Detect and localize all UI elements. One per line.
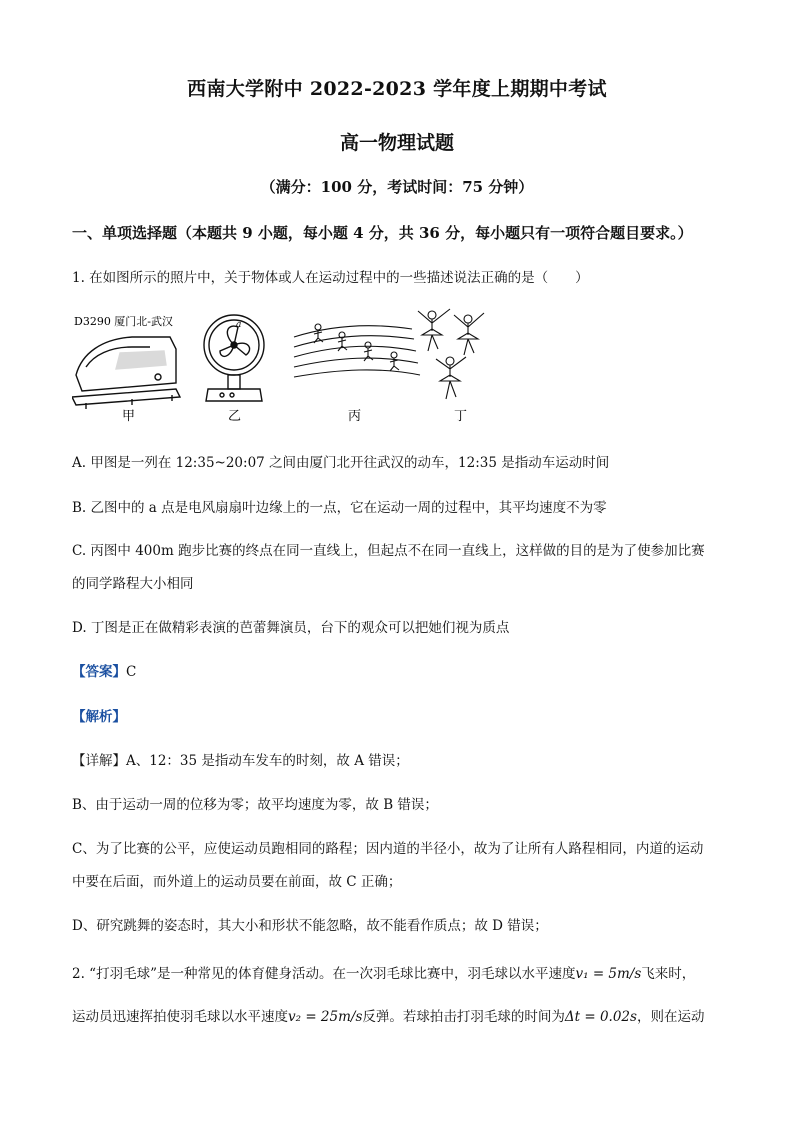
exam-title: 西南大学附中 2022-2023 学年度上期期中考试 <box>187 78 607 100</box>
train-caption: D3290 厦门北-武汉 <box>74 315 174 328</box>
figure-label-bing: 丙 <box>348 409 362 424</box>
answer-line <box>72 660 136 680</box>
q2-text-2c: ，则在运动 <box>636 1009 705 1025</box>
figure-label-jia: 甲 <box>122 409 136 424</box>
figure-label-ding: 丁 <box>454 409 468 424</box>
train-illustration <box>72 337 180 409</box>
question-2-line2 <box>72 1005 704 1025</box>
detail-tag: 【详解】 <box>72 753 126 769</box>
option-a: A. 甲图是一列在 12:35~20:07 之间由厦门北开往武汉的动车，12:35 是指动车运动时间 <box>72 455 610 471</box>
exam-subtitle: 高一物理试题 <box>339 132 454 154</box>
detail-d: D、研究跳舞的姿态时，其大小和形状不能忽略，故不能看作质点；故 D 错误； <box>72 918 548 934</box>
fan-point-a: a <box>236 320 242 330</box>
option-c-line2: 的同学路程大小相同 <box>72 576 194 592</box>
q2-v1: v₁ = 5m/s <box>575 966 642 982</box>
detail-a-line <box>72 749 409 769</box>
option-d: D. 丁图是正在做精彩表演的芭蕾舞演员，台下的观众可以把她们视为质点 <box>72 620 510 636</box>
q2-text-1b: 飞来时， <box>641 966 696 982</box>
question-1-figure <box>72 305 502 425</box>
detail-c-line2: 中要在后面，而外道上的运动员要在前面，故 C 正确； <box>72 874 402 890</box>
q2-text-1a: 2. “打羽毛球”是一种常见的体育健身活动。在一次羽毛球比赛中，羽毛球以水平速度 <box>72 966 576 982</box>
question-2-line1 <box>72 962 695 982</box>
q2-text-2a: 运动员迅速挥拍使羽毛球以水平速度 <box>72 1009 288 1025</box>
ballet-illustration <box>418 309 484 399</box>
detail-a: A、12：35 是指动车发车的时刻，故 A 错误； <box>126 753 409 769</box>
answer-tag: 【答案】 <box>72 664 126 680</box>
question-1-stem: 1. 在如图所示的照片中，关于物体或人在运动过程中的一些描述说法正确的是（ ） <box>72 270 589 286</box>
q2-dt: Δt = 0.02s <box>564 1009 637 1025</box>
detail-c-line1: C、为了比赛的公平，应使运动员跑相同的路程；因内道的半径小，故为了让所有人路程相同，内道的运动 <box>72 841 704 857</box>
q2-text-2b: 反弹。若球拍击打羽毛球的时间为 <box>362 1009 565 1025</box>
detail-b: B、由于运动一周的位移为零；故平均速度为零，故 B 错误； <box>72 797 438 813</box>
section-heading: 一、单项选择题（本题共 9 小题，每小题 4 分，共 36 分，每小题只有一项符合题目要求。） <box>72 224 693 242</box>
analysis-tag: 【解析】 <box>72 709 126 725</box>
q2-v2: v₂ = 25m/s <box>288 1009 363 1025</box>
figure-label-yi: 乙 <box>228 409 242 424</box>
exam-note: （满分：100 分，考试时间：75 分钟） <box>260 178 534 196</box>
option-b: B. 乙图中的 a 点是电风扇扇叶边缘上的一点，它在运动一周的过程中，其平均速度不为零 <box>72 500 607 516</box>
analysis-line <box>72 705 126 725</box>
figure-svg <box>72 305 502 425</box>
fan-illustration <box>204 315 264 401</box>
option-c-line1: C. 丙图中 400m 跑步比赛的终点在同一直线上，但起点不在同一直线上，这样做的目的是为了使参加比赛 <box>72 543 705 559</box>
track-illustration <box>294 324 420 377</box>
answer-value: C <box>126 664 137 680</box>
